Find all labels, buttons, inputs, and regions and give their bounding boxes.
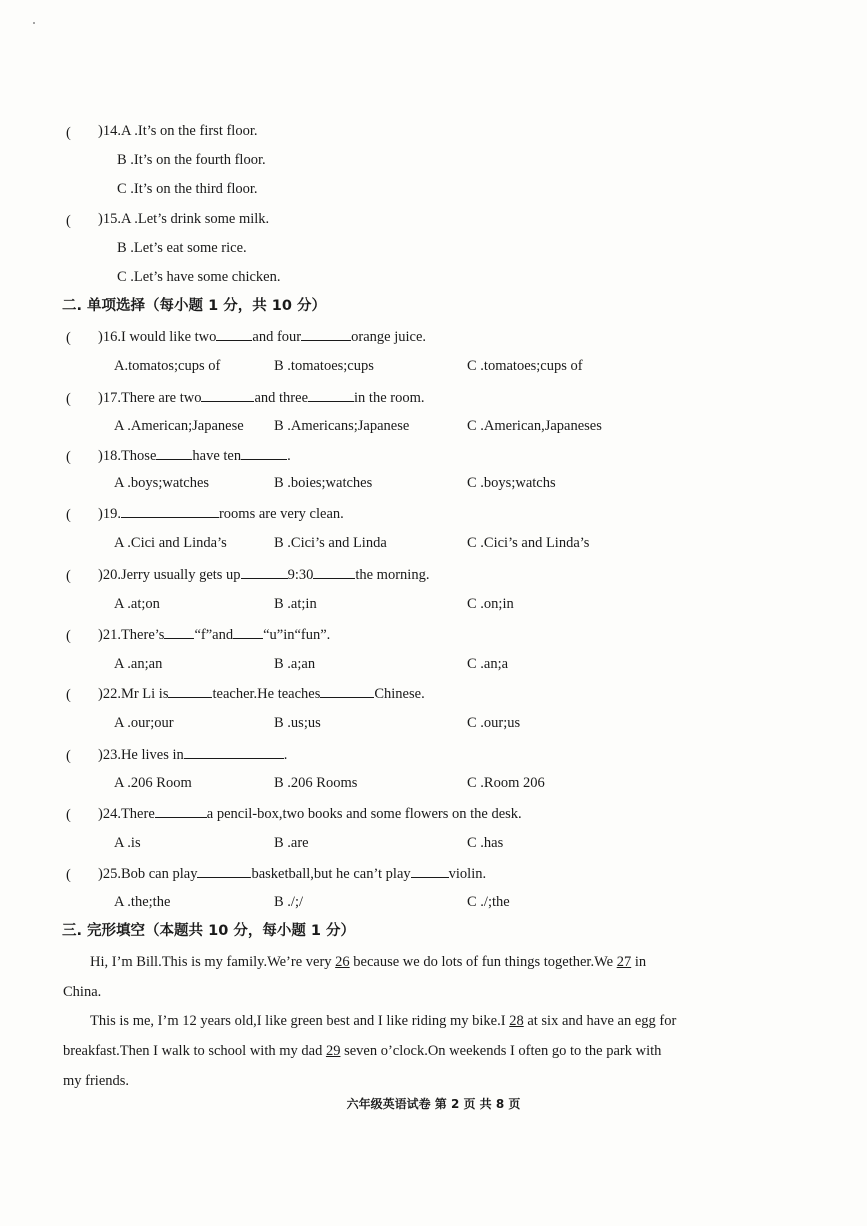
answer-blank (313, 565, 355, 579)
q18-stem-3: . (287, 448, 291, 464)
q19-stem-1: )19. (98, 506, 121, 522)
scan-speck (33, 22, 35, 24)
q16-stem-2: and four (252, 329, 302, 345)
answer-blank (121, 504, 219, 518)
answer-paren-17: ( (66, 391, 71, 407)
answer-blank (233, 625, 263, 639)
passage-text: This is me, I’m 12 years old,I like green best and I like riding my bike.I (90, 1013, 510, 1029)
question-17 (98, 388, 425, 407)
q25-stem-3: violin. (448, 866, 487, 882)
q25-option-c: C ./;the (467, 894, 510, 910)
q22-option-c: C .our;us (467, 715, 521, 731)
answer-paren-15: ( (66, 213, 71, 229)
answer-blank (301, 327, 351, 341)
q20-option-a: A .at;on (114, 596, 160, 612)
q23-stem-2: . (283, 747, 288, 763)
q16-stem-1: )16.I would like two (98, 329, 217, 345)
q24-stem-2: a pencil-box,two books and some flowers on the desk. (206, 806, 522, 822)
cloze-number-29: 29 (325, 1043, 341, 1059)
q24-option-a: A .is (114, 835, 141, 851)
cloze-number-27: 27 (616, 954, 632, 970)
q18-option-b: B .boies;watches (274, 475, 373, 491)
q14-option-b: B .It’s on the fourth floor. (117, 152, 266, 168)
q20-option-b: B .at;in (274, 596, 317, 612)
question-18 (98, 446, 291, 465)
q22-stem-2: teacher.He teaches (212, 686, 321, 702)
q19-option-a: A .Cici and Linda’s (114, 535, 227, 551)
q23-stem-1: )23.He lives in (98, 747, 184, 763)
q21-option-b: B .a;an (274, 656, 316, 672)
answer-paren-21: ( (66, 628, 71, 644)
q20-option-c: C .on;in (467, 596, 514, 612)
answer-paren-25: ( (66, 867, 71, 883)
passage-text: Hi, I’m Bill.This is my family.We’re very (90, 954, 336, 970)
q18-option-c: C .boys;watchs (467, 475, 556, 491)
q25-stem-1: )25.Bob can play (98, 866, 198, 882)
q14-option-a: )14.A .It’s on the first floor. (98, 123, 258, 139)
q16-stem-3: orange juice. (351, 329, 427, 345)
passage-line-2: China. (63, 984, 102, 1000)
answer-blank (155, 804, 207, 818)
q25-option-a: A .the;the (114, 894, 171, 910)
q19-option-b: B .Cici’s and Linda (274, 535, 387, 551)
page-footer: 六年级英语试卷 第 2 页 共 8 页 (346, 1097, 521, 1111)
q17-stem-1: )17.There are two (98, 390, 202, 406)
q16-option-a: A.tomatos;cups of (114, 358, 221, 374)
question-22 (98, 684, 425, 703)
q14-option-c: C .It’s on the third floor. (117, 181, 258, 197)
q18-stem-2: have ten (192, 448, 242, 464)
answer-blank (156, 446, 192, 460)
passage-text: because we do lots of fun things together.We (349, 954, 617, 970)
q20-stem-2: 9:30 (287, 567, 314, 583)
question-23 (98, 745, 287, 764)
q17-option-a: A .American;Japanese (114, 418, 244, 434)
q23-option-b: B .206 Rooms (274, 775, 358, 791)
q24-stem-1: )24.There (98, 806, 155, 822)
q15-option-a: )15.A .Let’s drink some milk. (98, 211, 270, 227)
answer-blank (241, 565, 288, 579)
passage-line-5: my friends. (63, 1073, 130, 1089)
cloze-number-28: 28 (509, 1013, 524, 1029)
passage-text: at six and have an egg for (523, 1013, 677, 1029)
q16-option-c: C .tomatoes;cups of (467, 358, 583, 374)
answer-blank (197, 864, 251, 878)
answer-paren-16: ( (66, 330, 71, 346)
q22-stem-3: Chinese. (374, 686, 425, 702)
answer-blank (216, 327, 252, 341)
question-21 (98, 625, 330, 644)
answer-paren-24: ( (66, 807, 71, 823)
q25-option-b: B ./;/ (274, 894, 304, 910)
q15-option-c: C .Let’s have some chicken. (117, 269, 281, 285)
q19-option-c: C .Cici’s and Linda’s (467, 535, 590, 551)
q20-stem-1: )20.Jerry usually gets up (98, 567, 241, 583)
q22-option-a: A .our;our (114, 715, 174, 731)
q22-stem-1: )22.Mr Li is (98, 686, 169, 702)
q18-stem-1: )18.Those (98, 448, 157, 464)
answer-paren-18: ( (66, 449, 71, 465)
q24-option-b: B .are (274, 835, 309, 851)
q21-stem-3: “u”in“fun”. (263, 627, 331, 643)
section-2-heading: 二. 单项选择（每小题 1 分，共 10 分） (62, 298, 327, 314)
q15-option-b: B .Let’s eat some rice. (117, 240, 247, 256)
answer-blank (308, 388, 354, 402)
answer-blank (184, 745, 284, 759)
cloze-number-26: 26 (335, 954, 350, 970)
passage-line-1 (90, 953, 646, 971)
answer-blank (201, 388, 254, 402)
q17-stem-2: and three (254, 390, 309, 406)
q25-stem-2: basketball,but he can’t play (251, 866, 411, 882)
q24-option-c: C .has (467, 835, 504, 851)
question-16 (98, 327, 426, 346)
passage-text: seven o’clock.On weekends I often go to the park with (340, 1043, 662, 1059)
passage-line-4 (63, 1042, 661, 1060)
question-20 (98, 565, 429, 584)
q23-option-c: C .Room 206 (467, 775, 545, 791)
q20-stem-3: the morning. (355, 567, 430, 583)
q18-option-a: A .boys;watches (114, 475, 210, 491)
answer-paren-23: ( (66, 748, 71, 764)
q17-option-b: B .Americans;Japanese (274, 418, 410, 434)
answer-blank (411, 864, 449, 878)
q22-option-b: B .us;us (274, 715, 321, 731)
question-25 (98, 864, 486, 883)
q23-option-a: A .206 Room (114, 775, 192, 791)
q21-stem-2: “f”and (194, 627, 234, 643)
q21-stem-1: )21.There’s (98, 627, 165, 643)
passage-text: breakfast.Then I walk to school with my dad (63, 1043, 326, 1059)
answer-blank (164, 625, 194, 639)
q19-stem-2: rooms are very clean. (218, 506, 344, 522)
answer-paren-14: ( (66, 125, 71, 141)
question-19 (98, 504, 344, 523)
q21-option-c: C .an;a (467, 656, 509, 672)
q16-option-b: B .tomatoes;cups (274, 358, 374, 374)
answer-blank (241, 446, 287, 460)
answer-paren-20: ( (66, 568, 71, 584)
passage-text: in (631, 954, 647, 970)
answer-paren-19: ( (66, 507, 71, 523)
answer-paren-22: ( (66, 687, 71, 703)
passage-line-3 (90, 1012, 676, 1030)
answer-blank (320, 684, 374, 698)
q17-stem-3: in the room. (354, 390, 425, 406)
answer-blank (168, 684, 212, 698)
q17-option-c: C .American,Japaneses (467, 418, 602, 434)
question-24 (98, 804, 522, 823)
section-3-heading: 三. 完形填空（本题共 10 分，每小题 1 分） (62, 923, 356, 939)
q21-option-a: A .an;an (114, 656, 163, 672)
